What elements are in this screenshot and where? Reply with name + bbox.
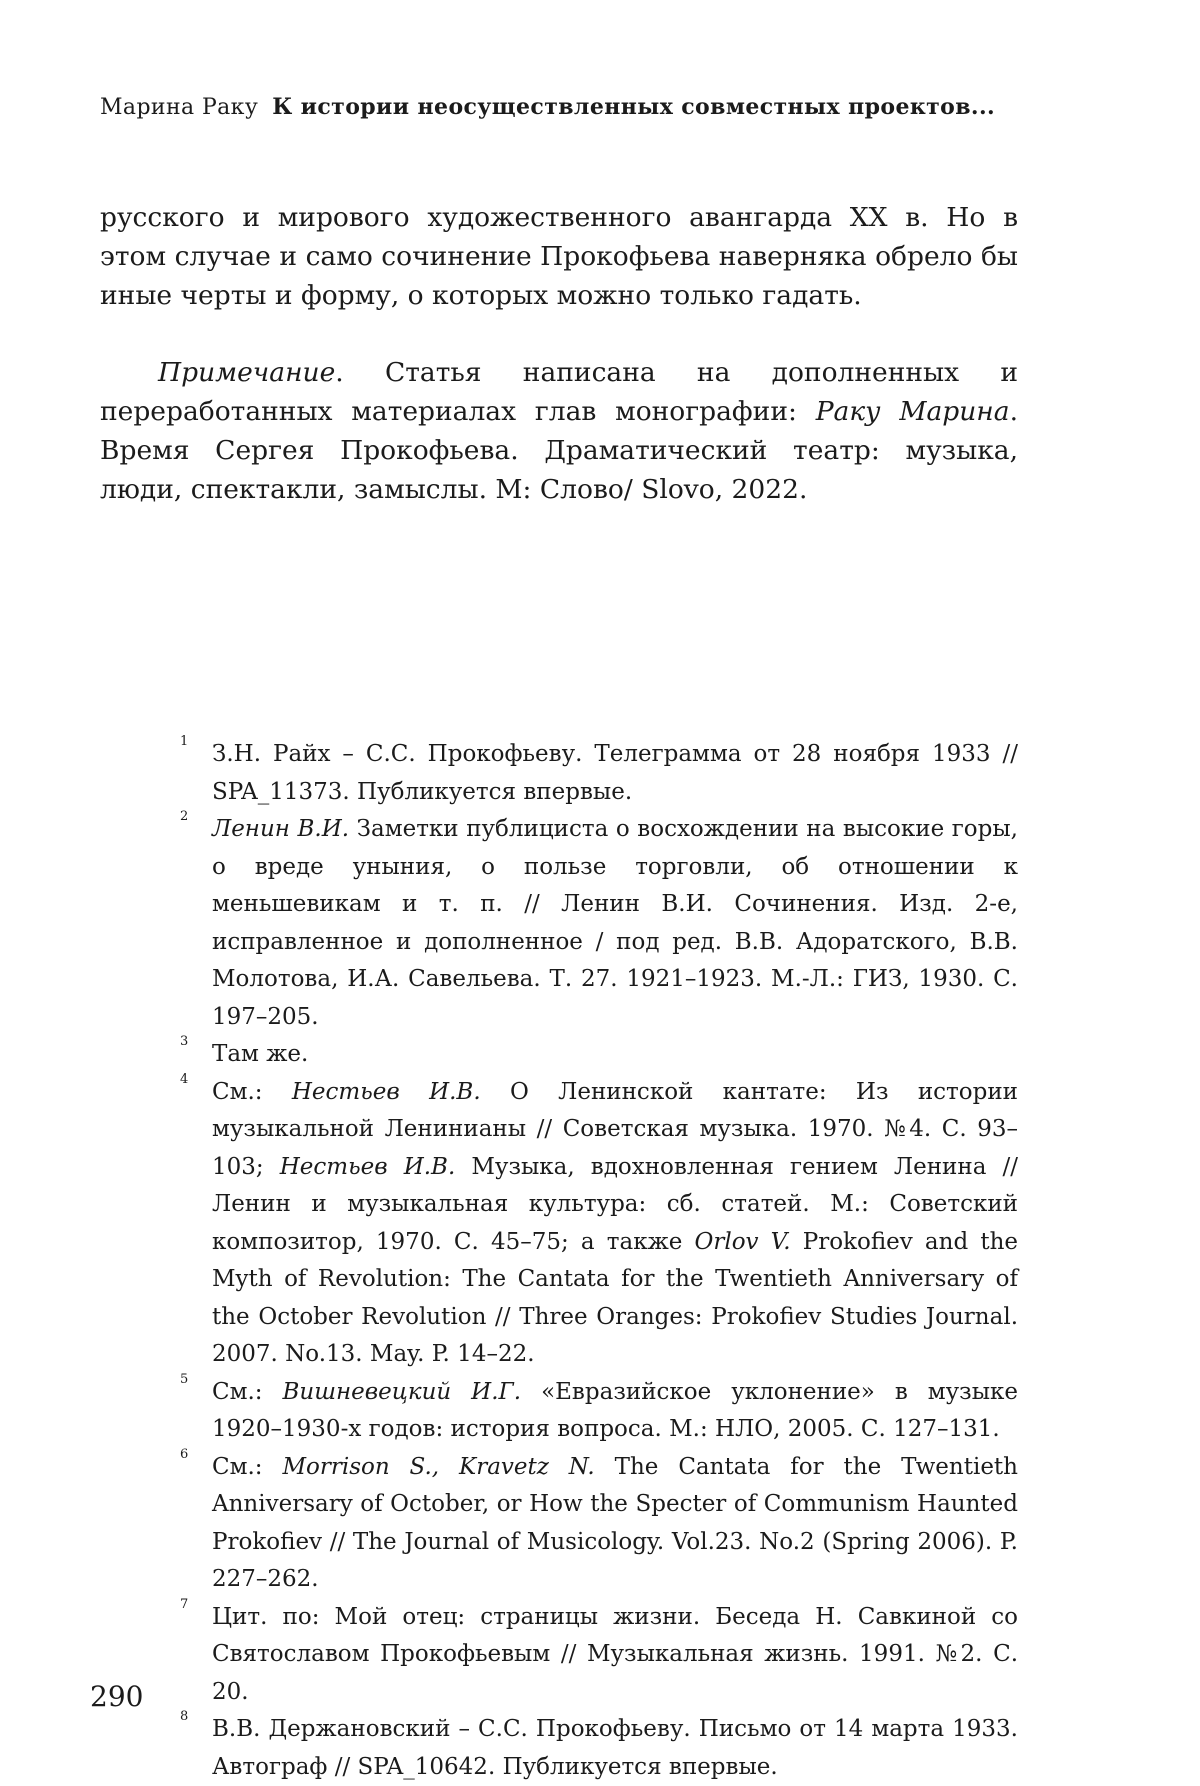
footnote-number: 8	[180, 1709, 189, 1724]
footnote-3	[180, 1036, 1018, 1074]
footnote-prefix: См.:	[212, 1078, 292, 1105]
footnote-number: 7	[180, 1596, 189, 1612]
footnote-text: Цит. по: Мой отец: страницы жизни. Беседа Н. Савкиной со Святославом Прокофьевым // Музыкальная жизнь. 1991. №2. С. 20.	[212, 1603, 1018, 1705]
footnote-4	[180, 1071, 1019, 1374]
footnote-number: 4	[180, 1071, 189, 1087]
footnote-italic-3: Orlov V.	[694, 1228, 791, 1255]
footnote-italic: Ленин В.И.	[212, 816, 350, 842]
footnote-5	[180, 1371, 1019, 1449]
footnote-text: «Евразийское уклонение» в музыке 1920–1930-х годов: история вопроса. М.: НЛО, 2005. С. 127–131.	[212, 1378, 1019, 1442]
footnote-1	[180, 736, 1018, 811]
page-number: 290	[90, 1680, 144, 1713]
footnote-text: Заметки публициста о восхождении на высокие горы, о вреде уныния, о пользе торговли, об отношении к меньшевикам и т. п. // Ленин В.И. Сочинения. Изд. 2-е, исправленное и дополненное / под ред. В.В. Адоратского, В.В. Молотова, И.А. Савельева. Т. 27. 1921–1923. М.-Л.: ГИЗ, 1930. С. 197–205.	[212, 816, 1018, 1030]
running-head-author: Марина Раку	[100, 95, 259, 120]
note-text-2: . Время Сергея Прокофьева. Драматический театр: музыка, люди, спектакли, замыслы. М: Слово/ Slovo, 2022.	[100, 396, 1019, 505]
footnote-text: The Cantata for the Twentieth Anniversary of October, or How the Specter of Communism Haunted Prokofiev // The Journal of Musicology. Vol.23. No.2 (Spring 2006). P. 227–262.	[212, 1453, 1018, 1592]
body-text	[100, 198, 1018, 315]
footnote-italic-2: Нестьев И.В.	[279, 1153, 456, 1180]
footnote-text-3: Prokofiev and the Myth of Revolution: The Cantata for the Twentieth Anniversary of the October Revolution // Three Oranges: Prokofiev Studies Journal. 2007. No.13. May. P. 14–22.	[212, 1228, 1018, 1367]
footnote-italic: Вишневецкий И.Г.	[282, 1378, 522, 1405]
footnote-number: 3	[180, 1034, 189, 1049]
footnote-prefix: См.:	[212, 1453, 283, 1480]
running-head-title: К истории неосуществленных совместных проектов...	[272, 94, 996, 120]
footnote-6	[180, 1446, 1018, 1599]
footnote-text-2: Музыка, вдохновленная гением Ленина // Ленин и музыкальная культура: сб. статей. М.: Советский композитор, 1970. С. 45–75; а также	[212, 1153, 1018, 1255]
footnote-number: 6	[180, 1446, 189, 1462]
note-label: Примечание	[158, 357, 336, 388]
footnote-number: 2	[180, 809, 189, 824]
note-paragraph	[100, 353, 1018, 509]
footnote-text: В.В. Держановский – С.С. Прокофьеву. Письмо от 14 марта 1933. Автограф // SPA_10642. Публикуется впервые.	[212, 1716, 1018, 1780]
author-note	[100, 353, 1018, 509]
footnote-text: О Ленинской кантате: Из истории музыкальной Ленинианы // Советская музыка. 1970. №4. С. 93–103;	[212, 1078, 1019, 1180]
note-text-1: . Статья написана на дополненных и переработанных материалах глав монографии:	[100, 357, 1018, 427]
footnote-text: З.Н. Райх – С.С. Прокофьеву. Телеграмма от 28 ноября 1933 // SPA_11373. Публикуется впервые.	[212, 741, 1018, 805]
footnote-8	[180, 1711, 1018, 1786]
note-author: Раку Марина	[815, 396, 1010, 427]
footnote-italic: Нестьев И.В.	[291, 1078, 481, 1105]
footnote-number: 5	[180, 1371, 189, 1387]
footnote-2	[180, 811, 1018, 1036]
running-head	[100, 92, 1100, 123]
body-paragraph: русского и мирового художественного авангарда XX в. Но в этом случае и само сочинение Прокофьева наверняка обрело бы иные черты и форму, о которых можно только гадать.	[100, 202, 1018, 311]
footnote-text: Там же.	[212, 1041, 309, 1067]
footnote-prefix: См.:	[212, 1378, 283, 1405]
footnote-italic: Morrison S., Kravetz N.	[282, 1453, 595, 1480]
footnote-7	[180, 1596, 1018, 1712]
footnote-number: 1	[180, 734, 189, 749]
footnotes	[180, 736, 1018, 1786]
